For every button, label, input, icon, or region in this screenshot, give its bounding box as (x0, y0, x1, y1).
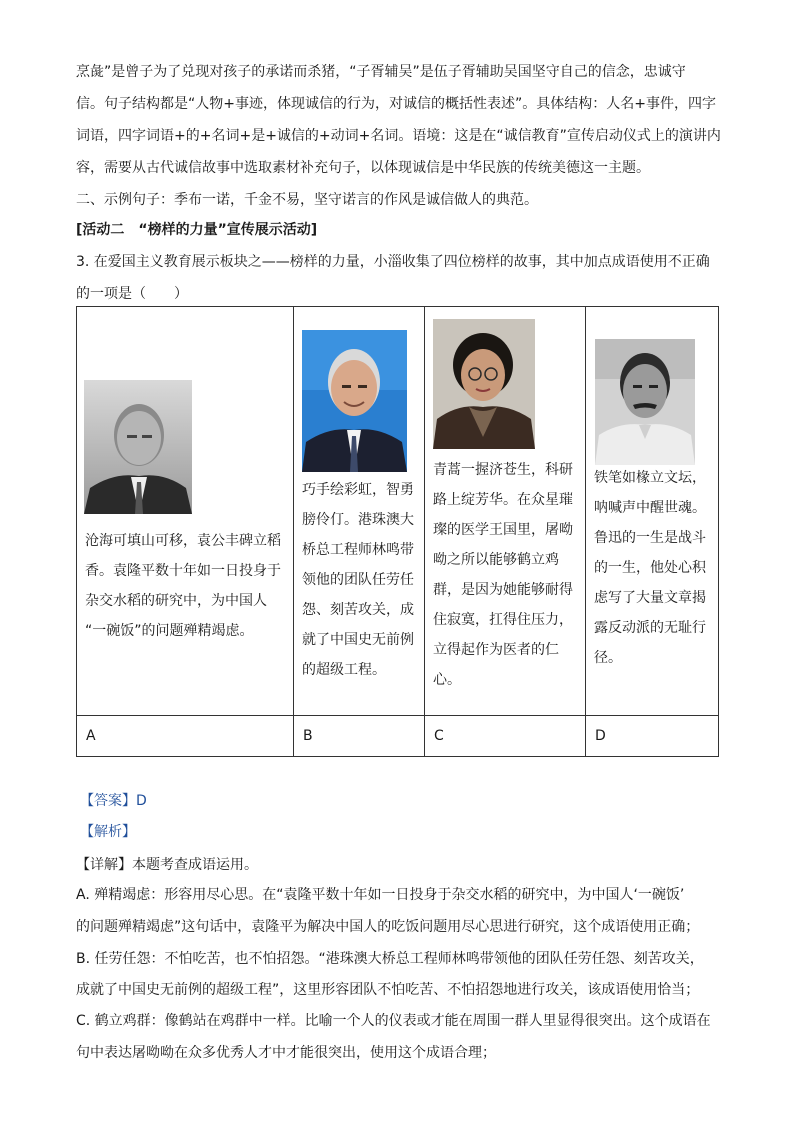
option-d-cell (586, 307, 719, 716)
detail-line: 的问题殚精竭虑”这句话中，袁隆平为解决中国人的吃饭问题用尽心思进行研究，这个成语使用正确； (76, 919, 700, 935)
detail-line: B. 任劳任怨：不怕吃苦，也不怕招怨。“港珠澳大桥总工程师林鸣带领他的团队任劳任怨、刻苦攻关， (76, 951, 704, 967)
option-a-text: 沧海可填山可移，袁公丰碑立稻 香。袁隆平数十年如一日投身于 杂交水稻的研究中，为中国人 “一碗饭”的问题殚精竭虑。 (85, 533, 281, 639)
yuan-longping-photo (84, 380, 192, 514)
option-d-text: 铁笔如椽立文坛， 呐喊声中醒世魂。 鲁迅的一生是战斗 的一生，他处心积 虑写了大量文章揭 露反动派的无耻行 径。 (594, 470, 706, 666)
option-a-cell (77, 307, 294, 716)
intro-line: 二、示例句子：季布一诺，千金不易，坚守诺言的作风是诚信做人的典范。 (76, 192, 538, 208)
tu-youyou-photo (433, 319, 535, 449)
detail-line: A. 殚精竭虑：形容用尽心思。在“袁隆平数十年如一日投身于杂交水稻的研究中，为中国人‘一碗饭’ (76, 887, 685, 903)
options-table (76, 306, 719, 757)
option-d-label: D (586, 716, 719, 757)
option-b-cell (294, 307, 425, 716)
detail-line: 句中表达屠呦呦在众多优秀人才中才能很突出，使用这个成语合理； (76, 1045, 496, 1061)
option-c-text: 青蒿一握济苍生，科研 路上绽芳华。在众星璀 璨的医学王国里，屠呦 呦之所以能够鹤立鸡 群，是因为她能够耐得 住寂寞，扛得住压力， 立得起作为医者的仁 心。 (433, 462, 573, 688)
analysis-label: 【解析】 (80, 824, 136, 840)
intro-line: 容，需要从古代诚信故事中选取素材补充句子，以体现诚信是中华民族的传统美德这一主题。 (76, 160, 650, 176)
answer-line: 【答案】D (80, 793, 147, 809)
question-line: 的一项是（ ） (76, 286, 188, 302)
option-c-cell (425, 307, 586, 716)
lin-ming-photo (302, 330, 407, 472)
detail-line: C. 鹤立鸡群：像鹤站在鸡群中一样。比喻一个人的仪表或才能在周围一群人里显得很突出。这个成语在 (76, 1013, 711, 1029)
option-b-label: B (294, 716, 425, 757)
option-b-text: 巧手绘彩虹，智勇 膀伶仃。港珠澳大 桥总工程师林鸣带 领他的团队任劳任 怨、刻苦攻关，成 就了中国史无前例 的超级工程。 (302, 482, 414, 678)
activity-heading: [活动二 “榜样的力量”宣传展示活动] (76, 222, 318, 238)
detail-line: 成就了中国史无前例的超级工程”，这里形容团队不怕吃苦、不怕招怨地进行攻关，该成语使用恰当； (76, 982, 700, 998)
intro-line: 信。句子结构都是“人物+事迹，体现诚信的行为，对诚信的概括性表述”。具体结构：人名+事件，四字 (76, 96, 716, 112)
intro-line: 词语，四字词语+的+名词+是+诚信的+动词+名词。语境：这是在“诚信教育”宣传启动仪式上的演讲内 (76, 128, 721, 144)
lu-xun-photo (595, 339, 695, 465)
question-line: 3. 在爱国主义教育展示板块之——榜样的力量，小淄收集了四位榜样的故事，其中加点成语使用不正确 (76, 254, 710, 270)
detail-line: 【详解】本题考查成语运用。 (76, 857, 258, 873)
option-c-label: C (425, 716, 586, 757)
intro-line: 烹彘”是曾子为了兑现对孩子的承诺而杀猪，“子胥辅吴”是伍子胥辅助吴国坚守自己的信念，忠诚守 (76, 64, 686, 80)
option-a-label: A (77, 716, 294, 757)
